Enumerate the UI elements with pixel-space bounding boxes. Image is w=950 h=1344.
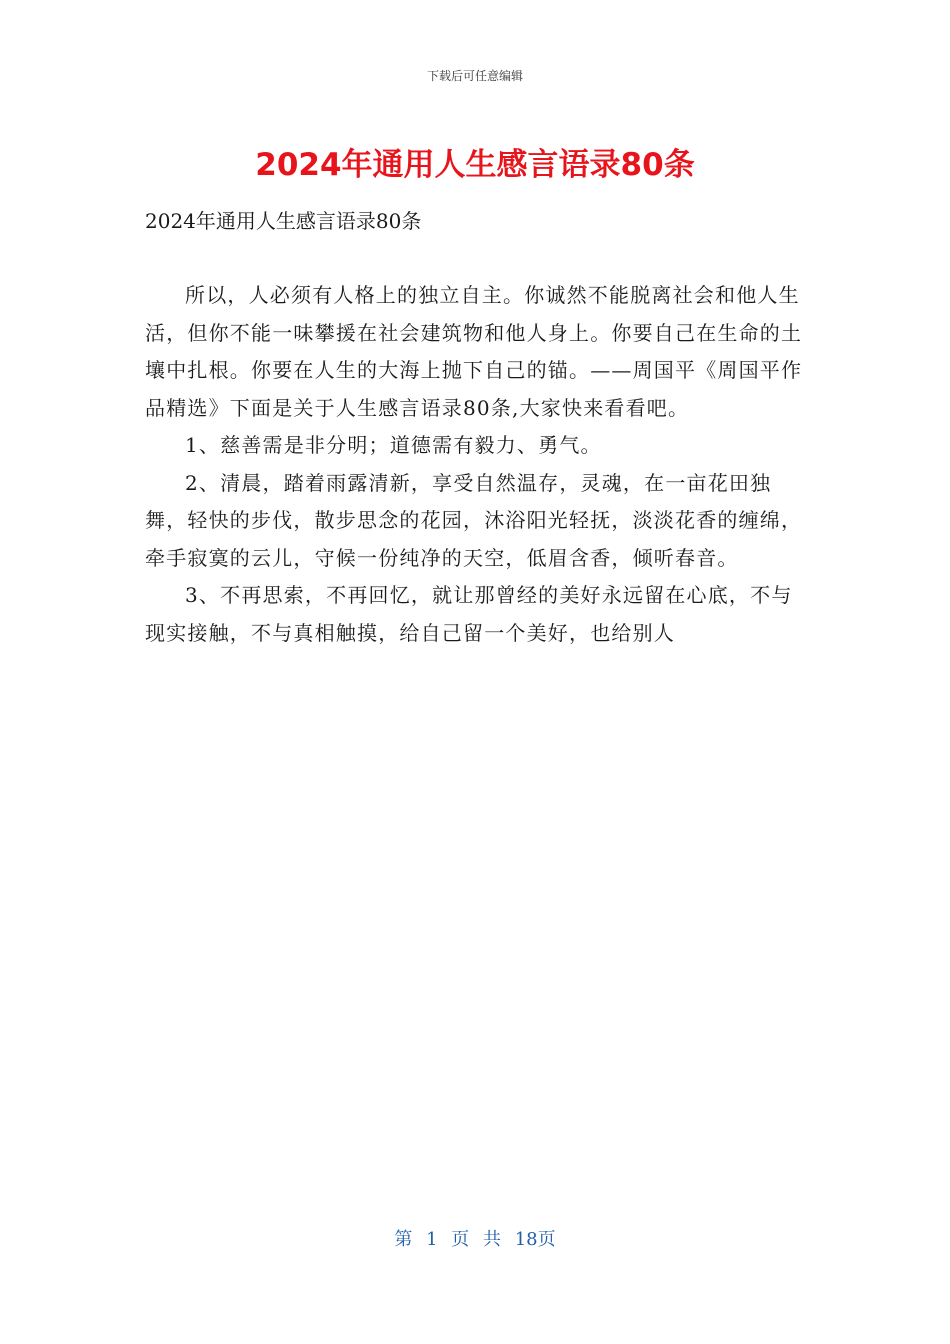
paragraph-intro: 所以，人必须有人格上的独立自主。你诚然不能脱离社会和他人生活，但你不能一味攀援在社会建筑物和他人身上。你要自己在生命的土壤中扎根。你要在人生的大海上抛下自己的锚。——周国平《周国平作品精选》下面是关于人生感言语录80条,大家快来看看吧。: [145, 283, 803, 420]
page-number: 第 1 页 共 18页: [394, 1229, 556, 1250]
header-note: 下载后可任意编辑: [426, 69, 523, 83]
paragraph-item-3: 3、不再思索，不再回忆，就让那曾经的美好永远留在心底，不与现实接触，不与真相触摸，给自己留一个美好，也给别人: [145, 583, 793, 645]
paragraph-item-1: 1、慈善需是非分明；道德需有毅力、勇气。: [185, 433, 602, 457]
document-subtitle: 2024年通用人生感言语录80条: [145, 209, 422, 233]
document-title: 2024年通用人生感言语录80条: [255, 147, 695, 183]
paragraph-item-2: 2、清晨，踏着雨露清新，享受自然温存，灵魂，在一亩花田独舞，轻快的步伐，散步思念的花园，沐浴阳光轻抚，淡淡花香的缠绵，牵手寂寞的云儿，守候一份纯净的天空，低眉含香，倾听春音。: [145, 470, 803, 570]
document-body: [145, 277, 810, 652]
